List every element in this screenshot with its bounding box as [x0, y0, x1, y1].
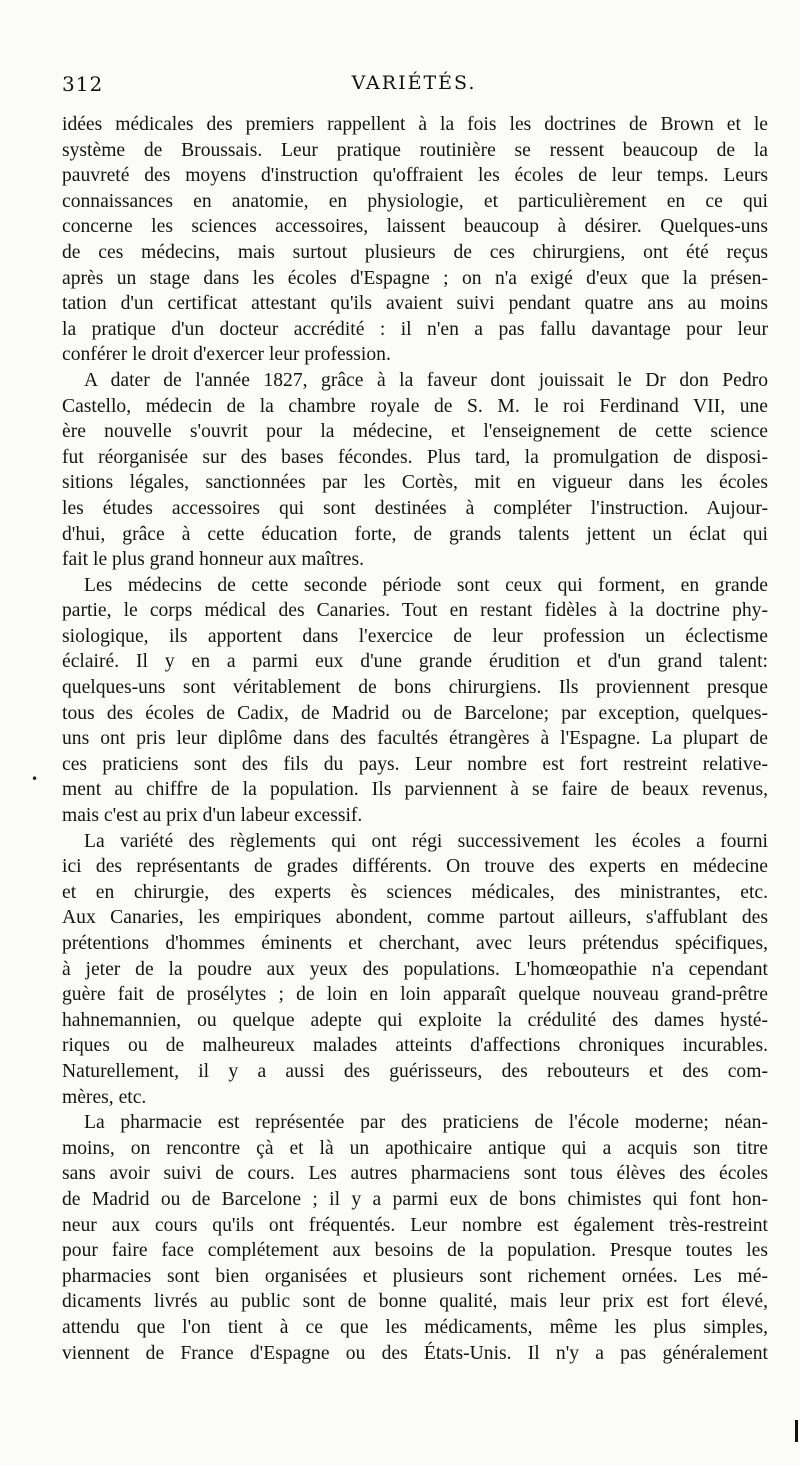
- text-line: sitions légales, sanctionnées par les Cortès, mit en vigueur dans les écoles: [62, 472, 768, 494]
- text-line: dicaments livrés au public sont de bonne qualité, mais leur prix est fort élevé,: [62, 1291, 768, 1313]
- text-line: moins, on rencontre çà et là un apothicaire antique qui a acquis son titre: [62, 1137, 768, 1159]
- text-line: riques ou de malheureux malades atteints d'affections chroniques incurables.: [62, 1035, 768, 1057]
- text-line: viennent de France d'Espagne ou des États-Unis. Il n'y a pas généralement: [62, 1342, 768, 1364]
- text-line: hahnemannien, ou quelque adepte qui exploite la crédulité des dames hysté-: [62, 1009, 768, 1031]
- text-line: Les médecins de cette seconde période sont ceux qui forment, en grande: [84, 574, 768, 596]
- page-edge-mark: [795, 1420, 798, 1442]
- text-line: concerne les sciences accessoires, laissent beaucoup à désirer. Quelques-uns: [62, 216, 768, 238]
- text-line: tous des écoles de Cadix, de Madrid ou de Barcelone; par exception, quelques-: [62, 702, 768, 724]
- text-line: et en chirurgie, des experts ès sciences médicales, des ministrantes, etc.: [62, 881, 768, 903]
- text-line: conférer le droit d'exercer leur profession.: [62, 344, 391, 366]
- text-line: Castello, médecin de la chambre royale de S. M. le roi Ferdinand VII, une: [62, 395, 768, 417]
- text-line: la pratique d'un docteur accrédité : il n'en a pas fallu davantage pour leur: [62, 318, 768, 340]
- text-line: attendu que l'on tient à ce que les médicaments, même les plus simples,: [62, 1316, 768, 1338]
- text-line: système de Broussais. Leur pratique routinière se ressent beaucoup de la: [62, 139, 768, 161]
- text-line: siologique, ils apportent dans l'exercice de leur profession un éclectisme: [62, 625, 768, 647]
- text-line: La variété des règlements qui ont régi successivement les écoles a fourni: [84, 830, 768, 852]
- text-line: idées médicales des premiers rappellent à la fois les doctrines de Brown et le: [62, 114, 768, 135]
- text-line: éclairé. Il y en a parmi eux d'une grande érudition et d'un grand talent:: [62, 651, 768, 673]
- text-line: sans avoir suivi de cours. Les autres pharmaciens sont tous élèves des écoles: [62, 1163, 768, 1185]
- text-line: d'hui, grâce à cette éducation forte, de grands talents jettent un éclat qui: [62, 523, 768, 545]
- running-head: [62, 72, 766, 98]
- text-line: ment au chiffre de la population. Ils parviennent à se faire de beaux revenus,: [62, 779, 768, 801]
- text-line: tation d'un certificat attestant qu'ils avaient suivi pendant quatre ans au moins: [62, 293, 768, 315]
- text-line: guère fait de prosélytes ; de loin en loin apparaît quelque nouveau grand-prêtre: [62, 984, 768, 1006]
- text-line: partie, le corps médical des Canaries. Tout en restant fidèles à la doctrine phy-: [62, 600, 768, 622]
- text-line: de Madrid ou de Barcelone ; il y a parmi eux de bons chimistes qui font hon-: [62, 1188, 768, 1210]
- text-line: de ces médecins, mais surtout plusieurs de ces chirurgiens, ont été reçus: [62, 241, 768, 263]
- text-line: La pharmacie est représentée par des praticiens de l'école moderne; néan-: [84, 1112, 768, 1134]
- text-line: ère nouvelle s'ouvrit pour la médecine, et l'enseignement de cette science: [62, 421, 768, 443]
- text-line: quelques-uns sont véritablement de bons chirurgiens. Ils proviennent presque: [62, 677, 768, 699]
- page-number: 312: [62, 72, 104, 96]
- text-line: les études accessoires qui sont destinées à compléter l'instruction. Aujour-: [62, 497, 768, 519]
- text-line: prétentions d'hommes éminents et cherchant, avec leurs prétendus spécifiques,: [62, 933, 768, 954]
- body-text: [62, 112, 768, 1366]
- text-line: ces praticiens sont des fils du pays. Leur nombre est fort restreint relative-: [62, 753, 768, 775]
- text-line: fut réorganisée sur des bases fécondes. Plus tard, la promulgation de disposi-: [62, 446, 768, 468]
- text-line: pour faire face complétement aux besoins de la population. Presque toutes les: [62, 1240, 768, 1262]
- margin-mark: •: [31, 772, 39, 786]
- text-line: Aux Canaries, les empiriques abondent, comme partout ailleurs, s'affublant des: [62, 907, 768, 929]
- text-line: neur aux cours qu'ils ont fréquentés. Leur nombre est également très-restreint: [62, 1214, 768, 1236]
- text-line: après un stage dans les écoles d'Espagne ; on n'a exigé d'eux que la présen-: [62, 267, 768, 289]
- text-line: A dater de l'année 1827, grâce à la faveur dont jouissait le Dr don Pedro: [84, 369, 768, 391]
- text-line: fait le plus grand honneur aux maîtres.: [62, 549, 364, 571]
- text-line: Naturellement, il y a aussi des guérisseurs, des rebouteurs et des com-: [62, 1060, 768, 1082]
- text-line: connaissances en anatomie, en physiologie, et particulièrement en ce qui: [62, 190, 768, 212]
- text-line: ici des représentants de grades différents. On trouve des experts en médecine: [62, 856, 768, 878]
- text-line: à jeter de la poudre aux yeux des populations. L'homœopathie n'a cependant: [62, 958, 768, 980]
- text-line: pauvreté des moyens d'instruction qu'offraient les écoles de leur temps. Leurs: [62, 165, 768, 187]
- text-line: uns ont pris leur diplôme dans des facultés étrangères à l'Espagne. La plupart de: [62, 728, 768, 750]
- running-title: VARIÉTÉS.: [351, 72, 477, 94]
- text-line: mais c'est au prix d'un labeur excessif.: [62, 805, 363, 827]
- text-line: mères, etc.: [62, 1086, 147, 1108]
- text-line: pharmacies sont bien organisées et plusieurs sont richement ornées. Les mé-: [62, 1265, 768, 1287]
